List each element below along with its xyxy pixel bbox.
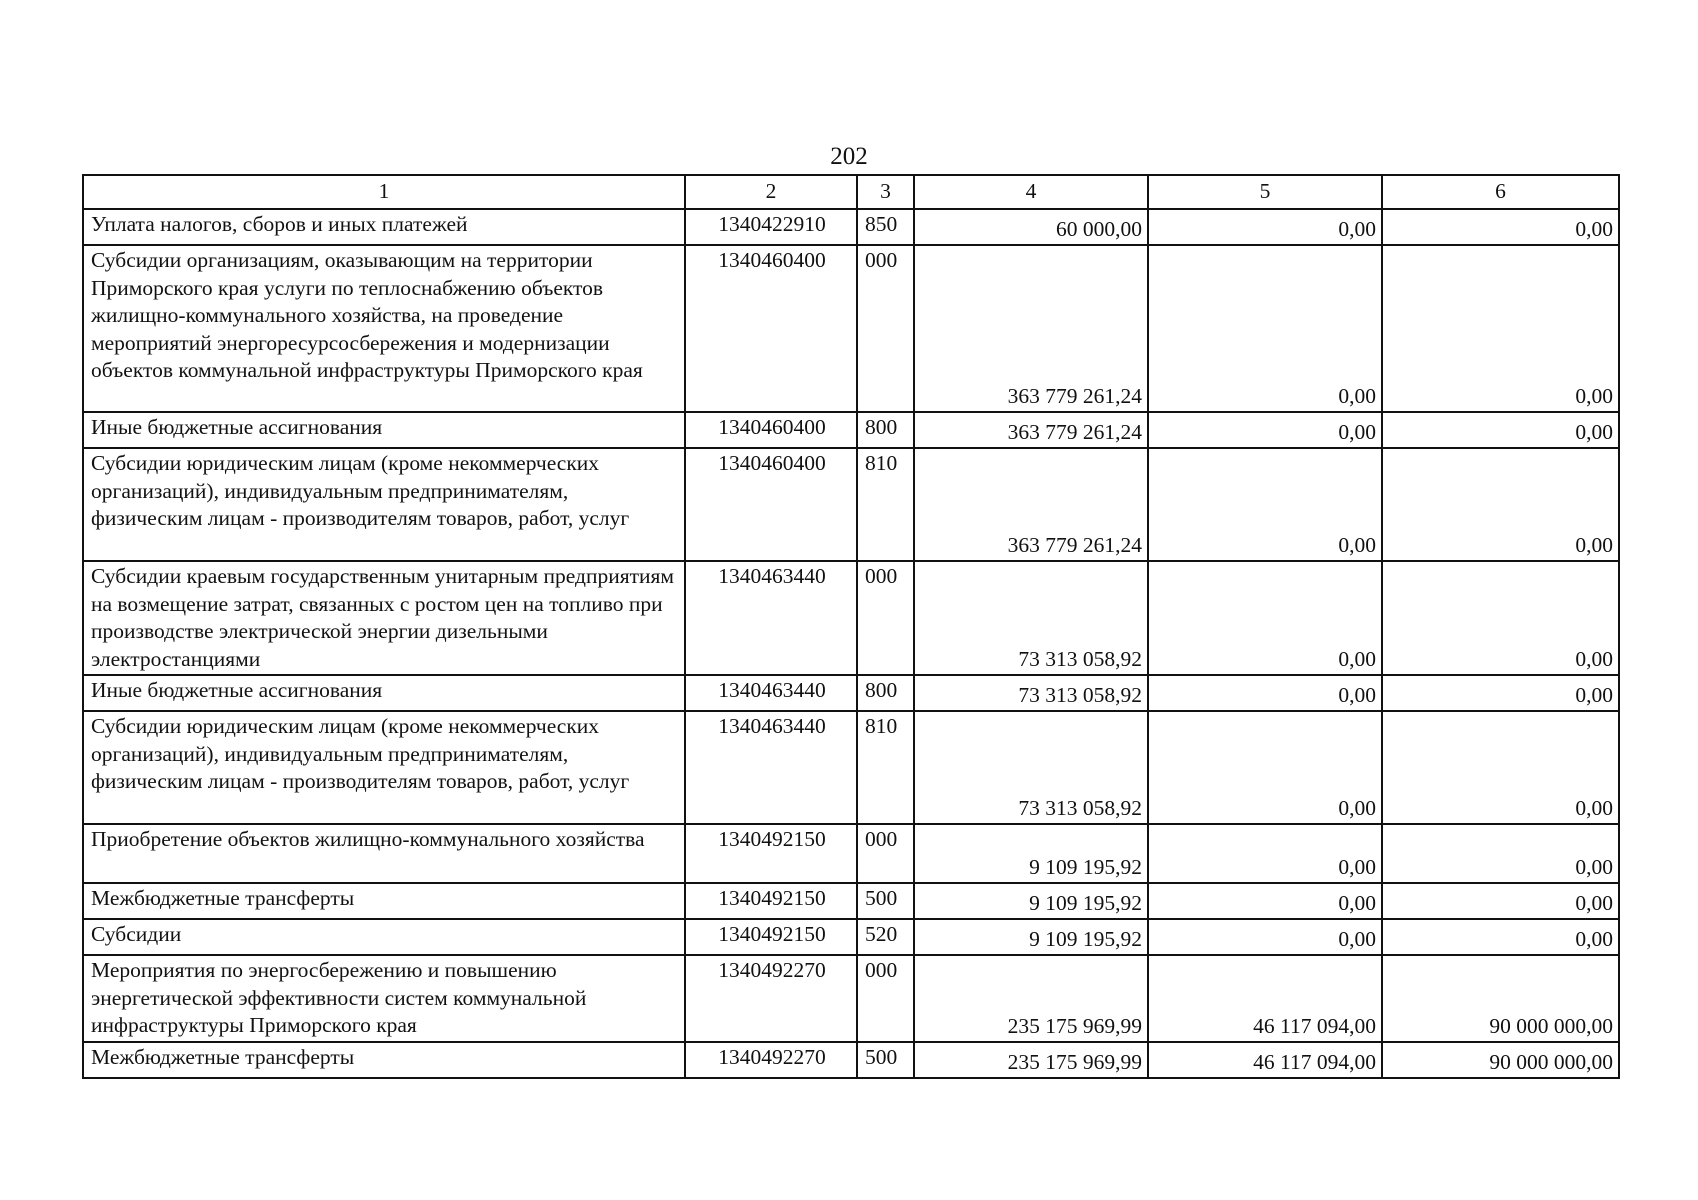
table-row bbox=[83, 209, 1619, 245]
table-header bbox=[83, 175, 1619, 209]
row-value-5: 0,00 bbox=[1148, 412, 1382, 448]
row-name: Субсидии юридическим лицам (кроме некоммерческих организаций), индивидуальным предпринимателям, физическим лицам - производителям товаров, работ, услуг bbox=[83, 448, 685, 561]
row-type: 850 bbox=[857, 209, 914, 245]
row-value-4: 235 175 969,99 bbox=[914, 1042, 1148, 1078]
row-code: 1340463440 bbox=[685, 711, 857, 824]
row-type: 520 bbox=[857, 919, 914, 955]
header-cell-3: 3 bbox=[857, 175, 914, 209]
header-cell-2: 2 bbox=[685, 175, 857, 209]
row-code: 1340422910 bbox=[685, 209, 857, 245]
row-code: 1340463440 bbox=[685, 675, 857, 711]
row-code: 1340492270 bbox=[685, 1042, 857, 1078]
row-value-6: 0,00 bbox=[1382, 675, 1619, 711]
row-value-4: 363 779 261,24 bbox=[914, 412, 1148, 448]
row-code: 1340492150 bbox=[685, 824, 857, 883]
row-type: 000 bbox=[857, 824, 914, 883]
row-type: 000 bbox=[857, 245, 914, 412]
table-row bbox=[83, 1042, 1619, 1078]
row-value-6: 0,00 bbox=[1382, 245, 1619, 412]
table-row bbox=[83, 919, 1619, 955]
row-value-6: 0,00 bbox=[1382, 711, 1619, 824]
header-cell-5: 5 bbox=[1148, 175, 1382, 209]
row-type: 500 bbox=[857, 1042, 914, 1078]
row-code: 1340460400 bbox=[685, 412, 857, 448]
row-name: Субсидии краевым государственным унитарным предприятиям на возмещение затрат, связанных с ростом цен на топливо при производстве электрической энергии дизельными электростанциями bbox=[83, 561, 685, 675]
row-value-6: 0,00 bbox=[1382, 561, 1619, 675]
row-code: 1340460400 bbox=[685, 245, 857, 412]
row-name: Мероприятия по энергосбережению и повышению энергетической эффективности систем коммунальной инфраструктуры Приморского края bbox=[83, 955, 685, 1042]
row-value-4: 9 109 195,92 bbox=[914, 883, 1148, 919]
row-code: 1340463440 bbox=[685, 561, 857, 675]
table-row bbox=[83, 675, 1619, 711]
table-row bbox=[83, 711, 1619, 824]
row-type: 800 bbox=[857, 675, 914, 711]
row-value-4: 73 313 058,92 bbox=[914, 711, 1148, 824]
table-row bbox=[83, 824, 1619, 883]
row-type: 810 bbox=[857, 711, 914, 824]
row-name: Иные бюджетные ассигнования bbox=[83, 412, 685, 448]
header-cell-1: 1 bbox=[83, 175, 685, 209]
table-row bbox=[83, 883, 1619, 919]
row-name: Иные бюджетные ассигнования bbox=[83, 675, 685, 711]
row-code: 1340492150 bbox=[685, 883, 857, 919]
row-type: 800 bbox=[857, 412, 914, 448]
row-name: Межбюджетные трансферты bbox=[83, 1042, 685, 1078]
row-value-5: 46 117 094,00 bbox=[1148, 955, 1382, 1042]
row-value-4: 363 779 261,24 bbox=[914, 245, 1148, 412]
row-value-6: 0,00 bbox=[1382, 448, 1619, 561]
row-value-6: 0,00 bbox=[1382, 209, 1619, 245]
row-value-5: 0,00 bbox=[1148, 675, 1382, 711]
row-name: Субсидии bbox=[83, 919, 685, 955]
header-cell-6: 6 bbox=[1382, 175, 1619, 209]
row-name: Уплата налогов, сборов и иных платежей bbox=[83, 209, 685, 245]
header-cell-4: 4 bbox=[914, 175, 1148, 209]
row-value-4: 73 313 058,92 bbox=[914, 675, 1148, 711]
row-value-4: 73 313 058,92 bbox=[914, 561, 1148, 675]
row-value-5: 46 117 094,00 bbox=[1148, 1042, 1382, 1078]
row-value-5: 0,00 bbox=[1148, 824, 1382, 883]
row-value-6: 0,00 bbox=[1382, 919, 1619, 955]
table-row bbox=[83, 561, 1619, 675]
row-value-4: 60 000,00 bbox=[914, 209, 1148, 245]
row-value-5: 0,00 bbox=[1148, 245, 1382, 412]
row-value-4: 235 175 969,99 bbox=[914, 955, 1148, 1042]
row-type: 500 bbox=[857, 883, 914, 919]
table-body bbox=[83, 209, 1619, 1078]
row-value-5: 0,00 bbox=[1148, 209, 1382, 245]
row-type: 000 bbox=[857, 955, 914, 1042]
table-row bbox=[83, 448, 1619, 561]
row-value-5: 0,00 bbox=[1148, 448, 1382, 561]
row-value-5: 0,00 bbox=[1148, 561, 1382, 675]
row-value-6: 0,00 bbox=[1382, 883, 1619, 919]
row-value-4: 9 109 195,92 bbox=[914, 824, 1148, 883]
row-value-6: 0,00 bbox=[1382, 412, 1619, 448]
page-number: 202 bbox=[830, 143, 868, 170]
row-value-5: 0,00 bbox=[1148, 919, 1382, 955]
row-value-6: 90 000 000,00 bbox=[1382, 955, 1619, 1042]
row-name: Субсидии юридическим лицам (кроме некоммерческих организаций), индивидуальным предпринимателям, физическим лицам - производителям товаров, работ, услуг bbox=[83, 711, 685, 824]
row-value-5: 0,00 bbox=[1148, 883, 1382, 919]
row-value-6: 90 000 000,00 bbox=[1382, 1042, 1619, 1078]
row-name: Приобретение объектов жилищно-коммунального хозяйства bbox=[83, 824, 685, 883]
row-value-4: 363 779 261,24 bbox=[914, 448, 1148, 561]
row-type: 810 bbox=[857, 448, 914, 561]
header-row bbox=[83, 175, 1619, 209]
budget-table bbox=[82, 174, 1620, 1079]
row-name: Субсидии организациям, оказывающим на территории Приморского края услуги по теплоснабжению объектов жилищно-коммунального хозяйства, на проведение мероприятий энергоресурсосбережения и модернизации объектов коммунальной инфраструктуры Приморского края bbox=[83, 245, 685, 412]
table-row bbox=[83, 412, 1619, 448]
row-name: Межбюджетные трансферты bbox=[83, 883, 685, 919]
table-row bbox=[83, 955, 1619, 1042]
row-code: 1340492270 bbox=[685, 955, 857, 1042]
row-code: 1340460400 bbox=[685, 448, 857, 561]
table-row bbox=[83, 245, 1619, 412]
row-code: 1340492150 bbox=[685, 919, 857, 955]
row-type: 000 bbox=[857, 561, 914, 675]
row-value-4: 9 109 195,92 bbox=[914, 919, 1148, 955]
row-value-6: 0,00 bbox=[1382, 824, 1619, 883]
row-value-5: 0,00 bbox=[1148, 711, 1382, 824]
